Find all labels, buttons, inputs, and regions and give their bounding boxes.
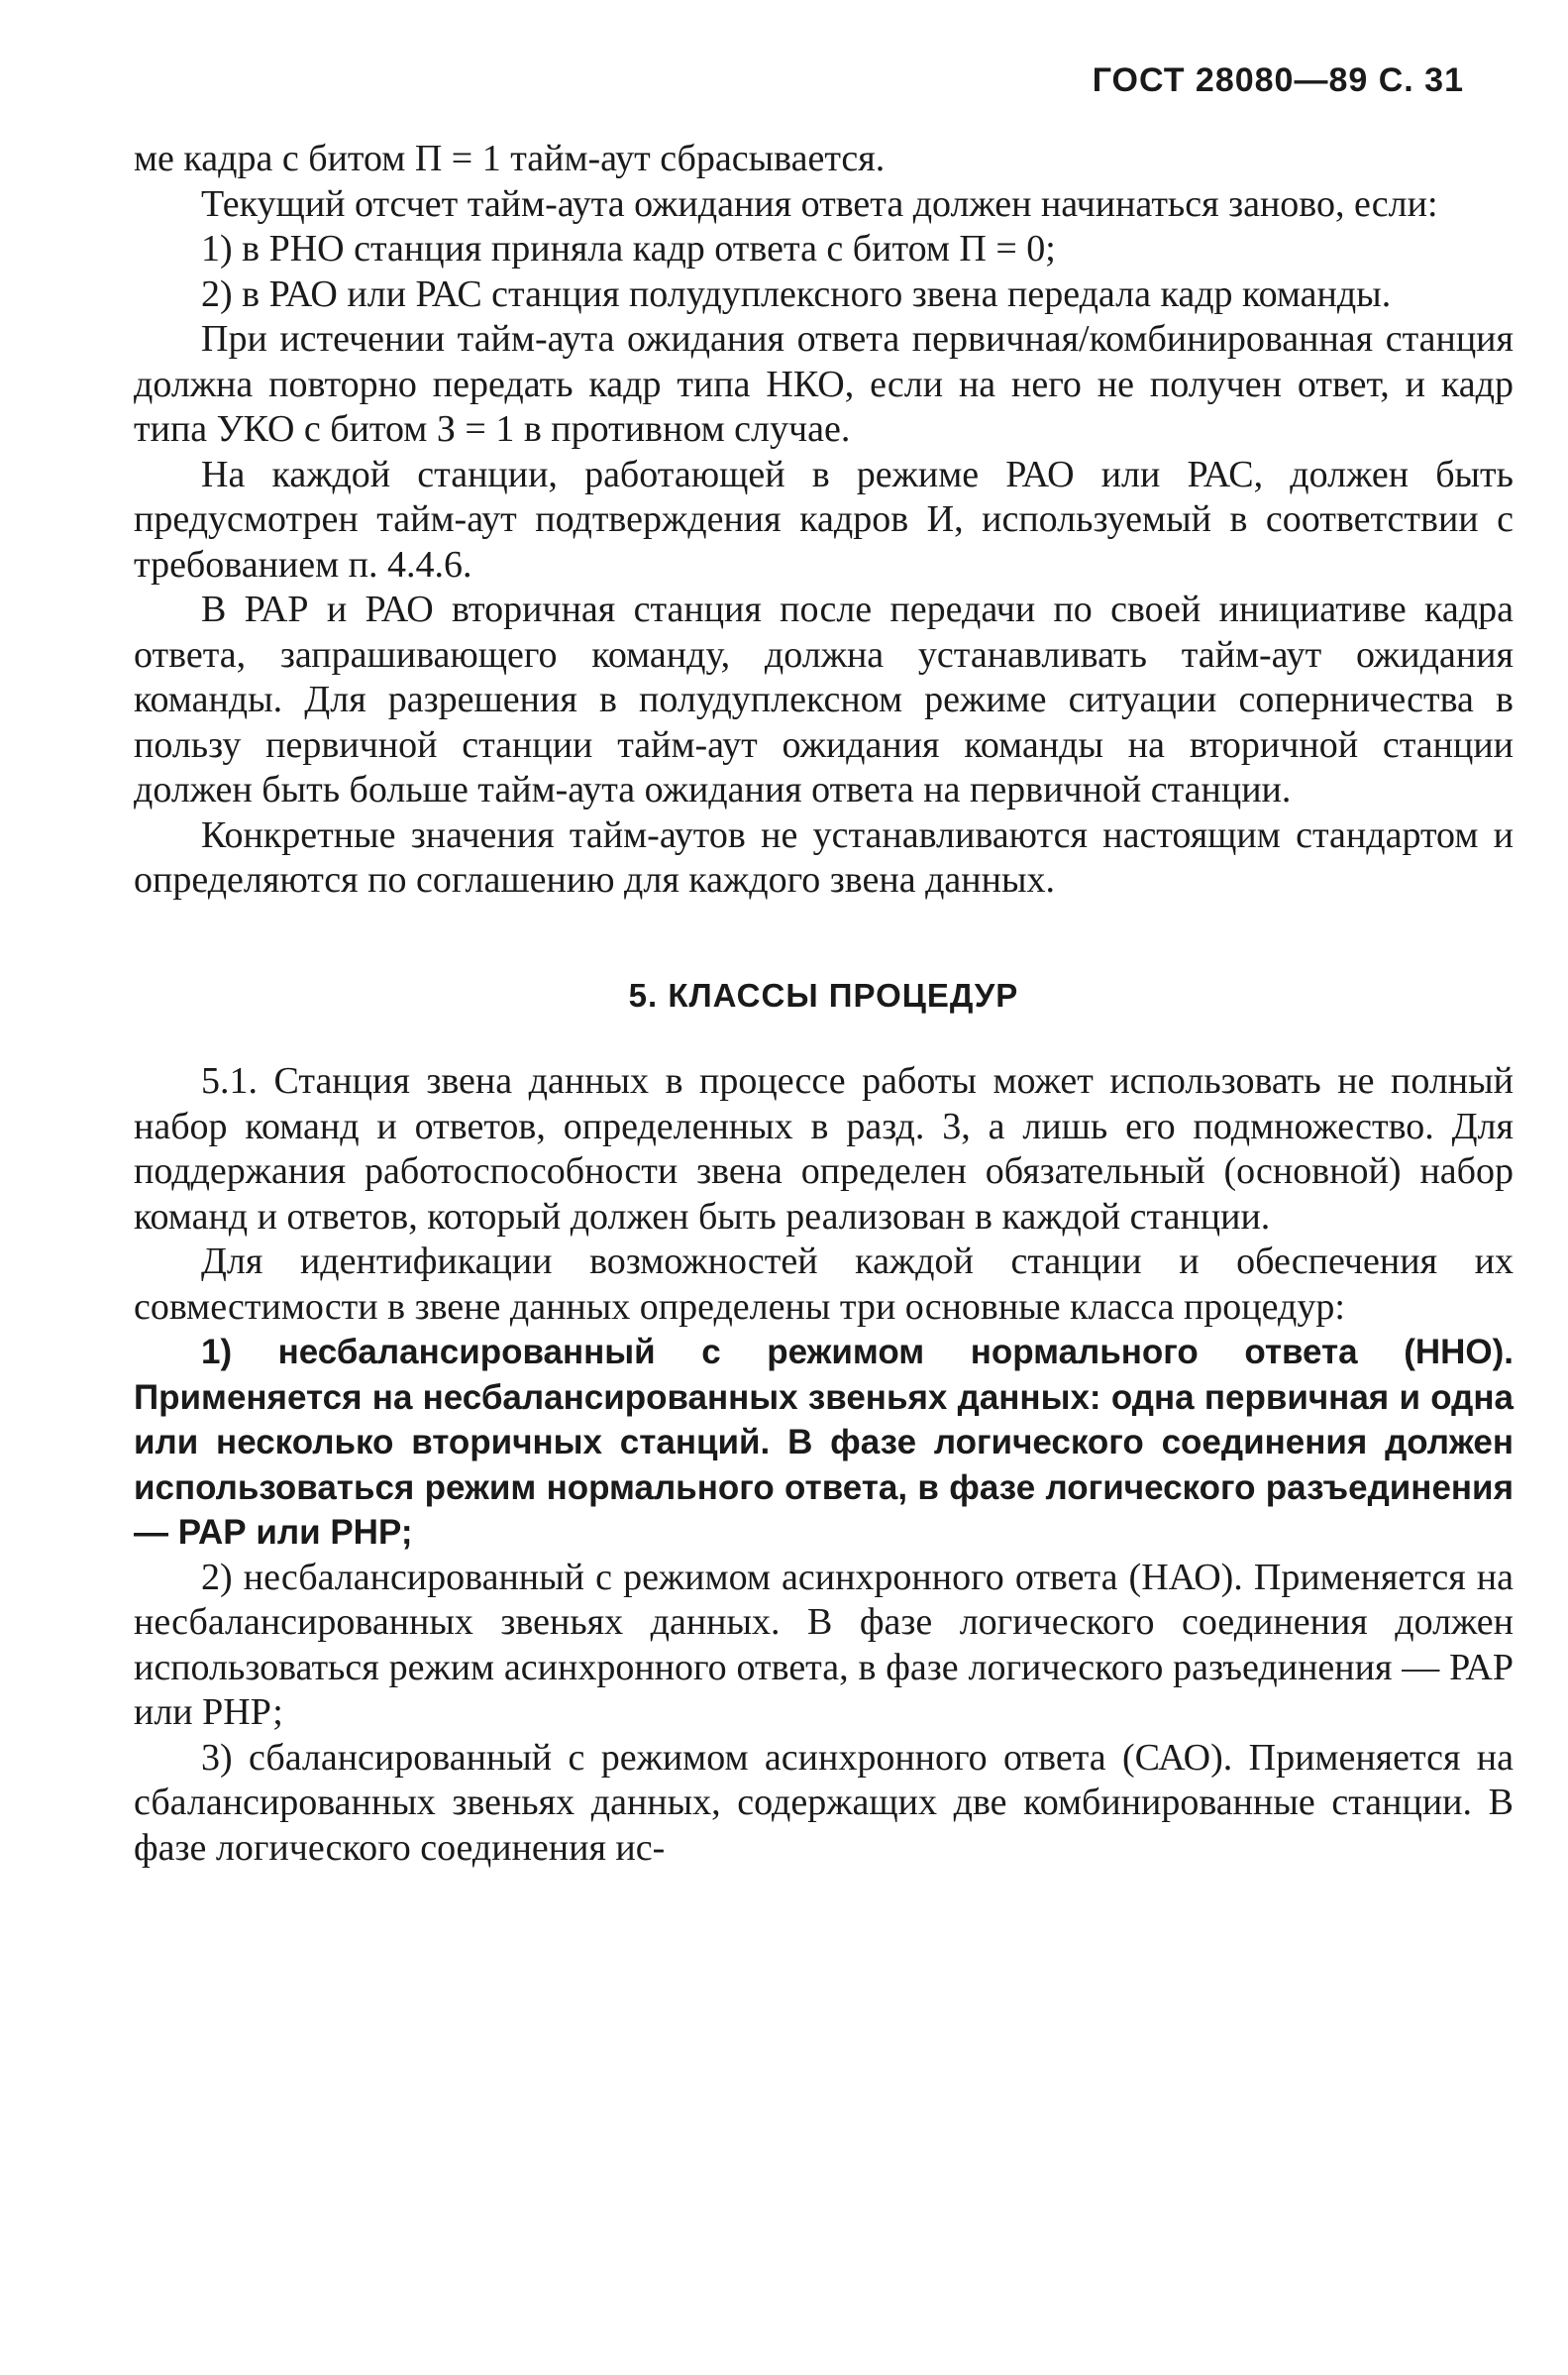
list-item-1: 1) в РНО станция приняла кадр ответа с битом П = 0; [201, 228, 1056, 270]
paragraph-timeout-values: Конкретные значения тайм-аутов не устанавливаются настоящим стандартом и определяются по соглашению для каждого звена данных. [134, 813, 1514, 901]
class-item-nno: 1) несбалансированный с режимом нормального ответа (ННО). Применяется на несбалансированных звеньях данных: одна первичная и одна или несколько вторичных станций. В фазе логического соединения должен использоваться режим нормального ответа, в фазе логического разъединения — РАР или РНР; [134, 1333, 1514, 1552]
body-text [134, 137, 1514, 1871]
class-item-nao: 2) несбалансированный с режимом асинхронного ответа (НАО). Применяется на несбалансированных звеньях данных. В фазе логического соединения должен использоваться режим асинхронного ответа, в фазе логического разъединения — РАР или РНР; [134, 1556, 1514, 1733]
section-title: 5. КЛАССЫ ПРОЦЕДУР [628, 976, 1019, 1014]
paragraph-timeout-expiry: При истечении тайм-аута ожидания ответа первичная/комбинированная станция должна повторно передать кадр типа НКО, если на него не получен ответ, и кадр типа УКО с битом З = 1 в противном случае. [134, 318, 1514, 450]
paragraph-timeout-restart: Текущий отсчет тайм-аута ожидания ответа должен начинаться заново, если: [201, 182, 1438, 225]
paragraph-command-timeout: В РАР и РАО вторичная станция после передачи по своей инициативе кадра ответа, запрашивающего команду, должна устанавливать тайм-аут ожидания команды. Для разрешения в полудуплексном режиме ситуации соперничества в пользу первичной станции тайм-аут ожидания команды на вторичной станции должен быть больше тайм-аута ожидания ответа на первичной станции. [134, 589, 1514, 810]
list-item-2: 2) в РАО или РАС станция полудуплексного звена передала кадр команды. [201, 272, 1392, 315]
paragraph-continuation: ме кадра с битом П = 1 тайм-аут сбрасывается. [134, 138, 886, 179]
running-header: ГОСТ 28080—89 С. 31 [1092, 61, 1464, 99]
paragraph-5-1: 5.1. Станция звена данных в процессе работы может использовать не полный набор команд и ответов, определенных в разд. 3, а лишь его подмножество. Для поддержания работоспособности звена определен обязательный (основной) набор команд и ответов, который должен быть реализован в каждой станции. [134, 1060, 1514, 1238]
class-item-sao: 3) сбалансированный с режимом асинхронного ответа (САО). Применяется на сбалансированных звеньях данных, содержащих две комбинированные станции. В фазе логического соединения ис- [134, 1736, 1514, 1869]
paragraph-classes-intro: Для идентификации возможностей каждой станции и обеспечения их совместимости в звене данных определены три основные класса процедур: [134, 1241, 1514, 1328]
paragraph-ack-timeout: На каждой станции, работающей в режиме РАО или РАС, должен быть предусмотрен тайм-аут подтверждения кадров И, используемый в соответствии с требованием п. 4.4.6. [134, 453, 1514, 586]
